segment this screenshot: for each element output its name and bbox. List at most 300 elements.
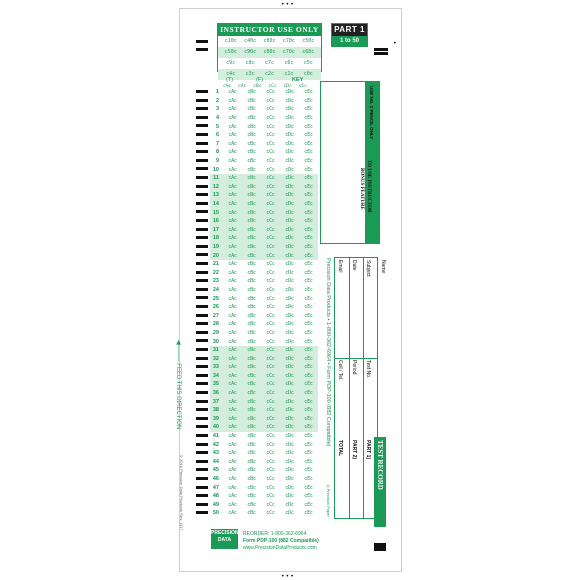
answer-bubble[interactable]: cBc [247, 364, 256, 371]
answer-bubble[interactable]: cBc [247, 140, 256, 147]
answer-bubble[interactable]: cAc [228, 166, 237, 173]
answer-bubble[interactable]: cBc [247, 175, 256, 182]
answer-bubble[interactable]: cBc [247, 424, 256, 431]
answer-bubble[interactable]: cBc [247, 398, 256, 405]
answer-bubble[interactable]: cAc [228, 201, 237, 208]
answer-bubble[interactable]: cCc [266, 261, 275, 268]
answer-bubble[interactable]: cAc [228, 140, 237, 147]
question-number: 18 [212, 235, 219, 242]
answer-bubble[interactable]: cEc [304, 149, 313, 156]
timing-mark [196, 460, 208, 463]
answer-bubble[interactable]: cCc [266, 106, 275, 113]
timing-mark [196, 176, 208, 179]
instructor-bubble[interactable]: c4c [226, 71, 236, 77]
answer-bubble[interactable]: cAc [228, 286, 237, 293]
answer-bubble[interactable]: cEc [304, 304, 313, 311]
question-number: 25 [212, 295, 219, 302]
answer-bubble[interactable]: cAc [228, 106, 237, 113]
answer-bubble[interactable]: cAc [228, 235, 237, 242]
answer-bubble[interactable]: cDc [285, 89, 294, 96]
answer-bubble[interactable]: cCc [266, 355, 275, 362]
answer-bubble[interactable]: cCc [266, 381, 275, 388]
instructor-bubble[interactable]: c70c [282, 38, 295, 44]
answer-bubble[interactable]: cDc [285, 467, 294, 474]
answer-bubble[interactable]: cEc [304, 132, 313, 139]
answer-bubble[interactable]: cCc [266, 123, 275, 130]
answer-bubble[interactable]: cDc [285, 226, 294, 233]
answer-bubble[interactable]: cBc [247, 218, 256, 225]
answer-bubble[interactable]: cBc [247, 286, 256, 293]
answer-bubble[interactable]: cDc [285, 201, 294, 208]
answer-bubble[interactable]: cAc [228, 458, 237, 465]
answer-bubble[interactable]: cAc [228, 338, 237, 345]
answer-row [210, 243, 318, 252]
question-number: 27 [212, 312, 219, 319]
answer-bubble[interactable]: cEc [304, 441, 313, 448]
question-number: 16 [212, 218, 219, 225]
answer-bubble[interactable]: cAc [228, 304, 237, 311]
instructor-bubble[interactable]: c5c [303, 60, 313, 66]
answer-bubble[interactable]: cBc [247, 89, 256, 96]
answer-bubble[interactable]: cCc [266, 175, 275, 182]
answer-bubble[interactable]: cBc [247, 381, 256, 388]
answer-bubble[interactable]: cCc [266, 140, 275, 147]
answer-bubble[interactable]: cDc [285, 347, 294, 354]
answer-bubble[interactable]: cAc [228, 115, 237, 122]
answer-bubble[interactable]: cDc [285, 149, 294, 156]
answer-bubble[interactable]: cEc [304, 183, 313, 190]
answer-bubble[interactable]: cDc [285, 123, 294, 130]
answer-bubble[interactable]: cBc [247, 493, 256, 500]
answer-bubble[interactable]: cEc [304, 450, 313, 457]
answer-bubble[interactable]: cDc [285, 312, 294, 319]
instructor-bubble[interactable]: c0c [303, 71, 313, 77]
answer-bubble[interactable]: cBc [247, 467, 256, 474]
answer-bubble[interactable]: cDc [285, 321, 294, 328]
answer-bubble[interactable]: cAc [228, 381, 237, 388]
answer-bubble[interactable]: cDc [285, 304, 294, 311]
col-key: KEY [292, 77, 304, 83]
answer-bubble[interactable]: cEc [304, 235, 313, 242]
answer-bubble[interactable]: cAc [228, 312, 237, 319]
answer-bubble[interactable]: cEc [304, 381, 313, 388]
answer-bubble[interactable]: cBc [247, 158, 256, 165]
answer-bubble[interactable]: cBc [247, 458, 256, 465]
answer-bubble[interactable]: cEc [304, 312, 313, 319]
answer-bubble[interactable]: cBc [247, 269, 256, 276]
answer-bubble[interactable]: cCc [266, 304, 275, 311]
answer-bubble[interactable]: cBc [247, 501, 256, 508]
answer-bubble[interactable]: cEc [304, 364, 313, 371]
answer-bubble[interactable]: cCc [266, 278, 275, 285]
answer-bubble[interactable]: cEc [304, 158, 313, 165]
answer-bubble[interactable]: cCc [266, 364, 275, 371]
answer-bubble[interactable]: cCc [266, 390, 275, 397]
answer-bubble[interactable]: cEc [304, 467, 313, 474]
answer-bubble[interactable]: cDc [285, 132, 294, 139]
answer-bubble[interactable]: cDc [285, 458, 294, 465]
answer-bubble[interactable]: cAc [228, 415, 237, 422]
answer-bubble[interactable]: cAc [228, 261, 237, 268]
answer-bubble[interactable]: cDc [285, 501, 294, 508]
answer-bubble[interactable]: cBc [247, 123, 256, 130]
answer-bubble[interactable]: cEc [304, 372, 313, 379]
answer-bubble[interactable]: cEc [304, 424, 313, 431]
answer-bubble[interactable]: cCc [266, 286, 275, 293]
answer-bubble[interactable]: cAc [228, 269, 237, 276]
instructor-bubble[interactable]: c50c [302, 38, 315, 44]
answer-bubble[interactable]: cAc [228, 218, 237, 225]
answer-bubble[interactable]: cEc [304, 106, 313, 113]
answer-bubble[interactable]: cAc [228, 252, 237, 259]
instructor-bubble[interactable]: c7c [264, 60, 274, 66]
answer-bubble[interactable]: cDc [285, 175, 294, 182]
answer-bubble[interactable]: cAc [228, 295, 237, 302]
answer-bubble[interactable]: cAc [228, 192, 237, 199]
answer-bubble[interactable]: cCc [266, 501, 275, 508]
answer-bubble[interactable]: cCc [266, 226, 275, 233]
key-bubble[interactable]: cCc [268, 84, 277, 89]
answer-bubble[interactable]: cDc [285, 415, 294, 422]
answer-bubble[interactable]: cEc [304, 458, 313, 465]
answer-bubble[interactable]: cBc [247, 510, 256, 517]
timing-mark [196, 107, 208, 110]
answer-bubble[interactable]: cAc [228, 441, 237, 448]
answer-bubble[interactable]: cAc [228, 467, 237, 474]
answer-bubble[interactable]: cCc [266, 338, 275, 345]
answer-bubble[interactable]: cCc [266, 183, 275, 190]
answer-bubble[interactable]: cAc [228, 123, 237, 130]
timing-mark [196, 503, 208, 506]
instructor-bubble[interactable]: c40c [244, 38, 257, 44]
answer-bubble[interactable]: cCc [266, 218, 275, 225]
answer-bubble[interactable]: cDc [285, 209, 294, 216]
answer-bubble[interactable]: cEc [304, 226, 313, 233]
answer-bubble[interactable]: cBc [247, 407, 256, 414]
answer-bubble[interactable]: cCc [266, 510, 275, 517]
answer-bubble[interactable]: cEc [304, 321, 313, 328]
answer-bubble[interactable]: cCc [266, 493, 275, 500]
answer-bubble[interactable]: cCc [266, 132, 275, 139]
answer-bubble[interactable]: cEc [304, 286, 313, 293]
answer-bubble[interactable]: cEc [304, 476, 313, 483]
answer-bubble[interactable]: cCc [266, 398, 275, 405]
answer-bubble[interactable]: cCc [266, 149, 275, 156]
answer-bubble[interactable]: cDc [285, 218, 294, 225]
answer-bubble[interactable]: cDc [285, 433, 294, 440]
answer-bubble[interactable]: cEc [304, 192, 313, 199]
answer-bubble[interactable]: cCc [266, 424, 275, 431]
answer-bubble[interactable]: cCc [266, 441, 275, 448]
answer-bubble[interactable]: cCc [266, 89, 275, 96]
answer-bubble[interactable]: cBc [247, 166, 256, 173]
answer-row [210, 406, 318, 415]
answer-bubble[interactable]: cBc [247, 209, 256, 216]
answer-bubble[interactable]: cBc [247, 243, 256, 250]
answer-bubble[interactable]: cDc [285, 398, 294, 405]
answer-bubble[interactable]: cCc [266, 450, 275, 457]
instructor-bubble[interactable]: c8c [245, 60, 255, 66]
instructor-bubble[interactable]: c80c [263, 49, 276, 55]
answer-bubble[interactable]: cCc [266, 476, 275, 483]
answer-bubble[interactable]: cEc [304, 123, 313, 130]
answer-bubble[interactable]: cDc [285, 381, 294, 388]
answer-bubble[interactable]: cCc [266, 269, 275, 276]
answer-bubble[interactable]: cBc [247, 97, 256, 104]
answer-bubble[interactable]: cBc [247, 304, 256, 311]
answer-bubble[interactable]: cEc [304, 484, 313, 491]
answer-bubble[interactable]: cEc [304, 201, 313, 208]
answer-bubble[interactable]: cBc [247, 115, 256, 122]
answer-bubble[interactable]: cBc [247, 355, 256, 362]
answer-bubble[interactable]: cBc [247, 132, 256, 139]
answer-bubble[interactable]: cDc [285, 372, 294, 379]
answer-bubble[interactable]: cCc [266, 97, 275, 104]
answer-bubble[interactable]: cAc [228, 476, 237, 483]
answer-bubble[interactable]: cAc [228, 226, 237, 233]
answer-bubble[interactable]: cEc [304, 243, 313, 250]
answer-bubble[interactable]: cEc [304, 347, 313, 354]
question-number: 48 [212, 493, 219, 500]
answer-bubble[interactable]: cEc [304, 166, 313, 173]
answer-bubble[interactable]: cEc [304, 501, 313, 508]
answer-bubble[interactable]: cAc [228, 390, 237, 397]
answer-bubble[interactable]: cAc [228, 364, 237, 371]
answer-bubble[interactable]: cBc [247, 390, 256, 397]
answer-bubble[interactable]: cEc [304, 269, 313, 276]
answer-bubble[interactable]: cBc [247, 415, 256, 422]
answer-bubble[interactable]: cAc [228, 243, 237, 250]
answer-bubble[interactable]: cDc [285, 286, 294, 293]
answer-bubble[interactable]: cBc [247, 261, 256, 268]
answer-bubble[interactable]: cDc [285, 424, 294, 431]
answer-bubble[interactable]: cDc [285, 338, 294, 345]
answer-bubble[interactable]: cAc [228, 450, 237, 457]
answer-bubble[interactable]: cDc [285, 510, 294, 517]
answer-bubble[interactable]: cAc [228, 158, 237, 165]
answer-bubble[interactable]: cDc [285, 269, 294, 276]
answer-bubble[interactable]: cAc [228, 484, 237, 491]
instructor-bubble[interactable]: c3c [245, 71, 255, 77]
answer-bubble[interactable]: cBc [247, 329, 256, 336]
answer-bubble[interactable]: cEc [304, 415, 313, 422]
answer-bubble[interactable]: cDc [285, 158, 294, 165]
answer-bubble[interactable]: cBc [247, 192, 256, 199]
answer-bubble[interactable]: cCc [266, 467, 275, 474]
instructor-bubble[interactable]: c1c [284, 71, 294, 77]
answer-bubble[interactable]: cAc [228, 372, 237, 379]
answer-bubble[interactable]: cEc [304, 355, 313, 362]
answer-bubble[interactable]: cDc [285, 476, 294, 483]
answer-bubble[interactable]: cAc [228, 175, 237, 182]
answer-bubble[interactable]: cBc [247, 476, 256, 483]
answer-bubble[interactable]: cCc [266, 295, 275, 302]
answer-bubble[interactable]: cCc [266, 201, 275, 208]
instructor-bubble[interactable]: c90c [244, 49, 257, 55]
instructor-bubble[interactable]: c50c [224, 49, 237, 55]
answer-bubble[interactable]: cDc [285, 364, 294, 371]
instructor-bubble[interactable]: c9c [226, 60, 236, 66]
timing-mark [196, 443, 208, 446]
answer-bubble[interactable]: cCc [266, 347, 275, 354]
answer-bubble[interactable]: cDc [285, 252, 294, 259]
answer-bubble[interactable]: cCc [266, 235, 275, 242]
instructor-bubble[interactable]: c2c [264, 71, 274, 77]
answer-bubble[interactable]: cAc [228, 424, 237, 431]
instructor-bubble[interactable]: c10c [224, 38, 237, 44]
answer-bubble[interactable]: cAc [228, 510, 237, 517]
answer-bubble[interactable]: cAc [228, 149, 237, 156]
answer-bubble[interactable]: cBc [247, 441, 256, 448]
answer-bubble[interactable]: cBc [247, 201, 256, 208]
answer-bubble[interactable]: cAc [228, 183, 237, 190]
answer-bubble[interactable]: cEc [304, 493, 313, 500]
answer-bubble[interactable]: cEc [304, 295, 313, 302]
answer-bubble[interactable]: cEc [304, 329, 313, 336]
answer-bubble[interactable]: cAc [228, 132, 237, 139]
answer-bubble[interactable]: cBc [247, 312, 256, 319]
answer-bubble[interactable]: cBc [247, 235, 256, 242]
answer-bubble[interactable]: cDc [285, 97, 294, 104]
answer-bubble[interactable]: cDc [285, 166, 294, 173]
answer-bubble[interactable]: cDc [285, 115, 294, 122]
answer-bubble[interactable]: cDc [285, 235, 294, 242]
answer-bubble[interactable]: cDc [285, 183, 294, 190]
answer-bubble[interactable]: cDc [285, 140, 294, 147]
answer-bubble[interactable]: cEc [304, 278, 313, 285]
student-info-box [334, 257, 378, 519]
answer-bubble[interactable]: cCc [266, 329, 275, 336]
answer-bubble[interactable]: cDc [285, 295, 294, 302]
answer-bubble[interactable]: cBc [247, 321, 256, 328]
answer-bubble[interactable]: cBc [247, 183, 256, 190]
answer-bubble[interactable]: cDc [285, 192, 294, 199]
answer-bubble[interactable]: cAc [228, 407, 237, 414]
vendor-line [325, 258, 331, 447]
answer-bubble[interactable]: cCc [266, 192, 275, 199]
answer-bubble[interactable]: cBc [247, 433, 256, 440]
instructor-bubble[interactable]: c80c [263, 38, 276, 44]
answer-bubble[interactable]: cCc [266, 407, 275, 414]
timing-mark [196, 142, 208, 145]
answer-bubble[interactable]: cDc [285, 106, 294, 113]
instructor-bubble[interactable]: c70c [282, 49, 295, 55]
answer-bubble[interactable]: cDc [285, 261, 294, 268]
answer-bubble[interactable]: cBc [247, 347, 256, 354]
answer-bubble[interactable]: cCc [266, 243, 275, 250]
timing-mark [196, 48, 208, 51]
answer-bubble[interactable]: cCc [266, 372, 275, 379]
answer-bubble[interactable]: cDc [285, 484, 294, 491]
answer-bubble[interactable]: cAc [228, 97, 237, 104]
answer-bubble[interactable]: cCc [266, 484, 275, 491]
instructor-bubble[interactable]: c60c [302, 49, 315, 55]
answer-bubble[interactable]: cCc [266, 252, 275, 259]
answer-bubble[interactable]: cAc [228, 209, 237, 216]
answer-bubble[interactable]: cDc [285, 390, 294, 397]
answer-bubble[interactable]: cAc [228, 493, 237, 500]
answer-bubble[interactable]: cEc [304, 218, 313, 225]
email-label: Email [337, 260, 343, 273]
key-bubble[interactable]: c%c [223, 84, 232, 89]
answer-bubble[interactable]: cBc [247, 372, 256, 379]
answer-bubble[interactable]: cBc [247, 149, 256, 156]
answer-bubble[interactable]: cDc [285, 450, 294, 457]
answer-bubble[interactable]: cEc [304, 175, 313, 182]
top-ticks: ••• [281, 1, 295, 8]
bottom-ticks: ••• [281, 573, 295, 580]
answer-bubble[interactable]: cEc [304, 433, 313, 440]
answer-bubble[interactable]: cEc [304, 261, 313, 268]
answer-bubble[interactable]: cDc [285, 355, 294, 362]
key-bubble[interactable]: cEc [298, 84, 307, 89]
answer-bubble[interactable]: cBc [247, 252, 256, 259]
answer-bubble[interactable]: cAc [228, 89, 237, 96]
instructor-bubble[interactable]: c6c [284, 60, 294, 66]
key-bubble[interactable]: cAc [238, 84, 247, 89]
answer-bubble[interactable]: cEc [304, 89, 313, 96]
answer-bubble[interactable]: cDc [285, 329, 294, 336]
answer-bubble[interactable]: cEc [304, 407, 313, 414]
answer-bubble[interactable]: cBc [247, 278, 256, 285]
timing-mark [196, 322, 208, 325]
answer-bubble[interactable]: cBc [247, 295, 256, 302]
answer-bubble[interactable]: cAc [228, 278, 237, 285]
answer-bubble[interactable]: cBc [247, 450, 256, 457]
field-name [380, 260, 386, 273]
answer-bubble[interactable]: cCc [266, 433, 275, 440]
answer-bubble[interactable]: cEc [304, 390, 313, 397]
timing-mark [196, 365, 208, 368]
answer-bubble[interactable]: cCc [266, 312, 275, 319]
answer-bubble[interactable]: cBc [247, 106, 256, 113]
answer-row [210, 234, 318, 243]
answer-bubble[interactable]: cCc [266, 209, 275, 216]
answer-bubble[interactable]: cDc [285, 493, 294, 500]
answer-bubble[interactable]: cCc [266, 321, 275, 328]
answer-bubble[interactable]: cCc [266, 115, 275, 122]
answer-bubble[interactable]: cBc [247, 484, 256, 491]
answer-bubble[interactable]: cCc [266, 415, 275, 422]
answer-bubble[interactable]: cAc [228, 321, 237, 328]
answer-bubble[interactable]: cBc [247, 226, 256, 233]
key-bubble[interactable]: cDc [283, 84, 292, 89]
answer-bubble[interactable]: cAc [228, 501, 237, 508]
answer-bubble[interactable]: cDc [285, 441, 294, 448]
answer-bubble[interactable]: cCc [266, 158, 275, 165]
answer-bubble[interactable]: cDc [285, 278, 294, 285]
answer-bubble[interactable]: cEc [304, 115, 313, 122]
answer-bubble[interactable]: cCc [266, 166, 275, 173]
answer-bubble[interactable]: cEc [304, 252, 313, 259]
answer-bubble[interactable]: cEc [304, 140, 313, 147]
answer-bubble[interactable]: cEc [304, 97, 313, 104]
answer-bubble[interactable]: cAc [228, 347, 237, 354]
key-bubble[interactable]: cBc [253, 84, 262, 89]
answer-bubble[interactable]: cBc [247, 338, 256, 345]
answer-bubble[interactable]: cAc [228, 398, 237, 405]
answer-bubble[interactable]: cCc [266, 458, 275, 465]
answer-bubble[interactable]: cDc [285, 243, 294, 250]
answer-bubble[interactable]: cAc [228, 355, 237, 362]
answer-bubble[interactable]: cEc [304, 398, 313, 405]
answer-bubble[interactable]: cDc [285, 407, 294, 414]
answer-bubble[interactable]: cAc [228, 433, 237, 440]
answer-bubble[interactable]: cEc [304, 510, 313, 517]
answer-bubble[interactable]: cEc [304, 209, 313, 216]
answer-bubble[interactable]: cAc [228, 329, 237, 336]
answer-bubble[interactable]: cEc [304, 338, 313, 345]
